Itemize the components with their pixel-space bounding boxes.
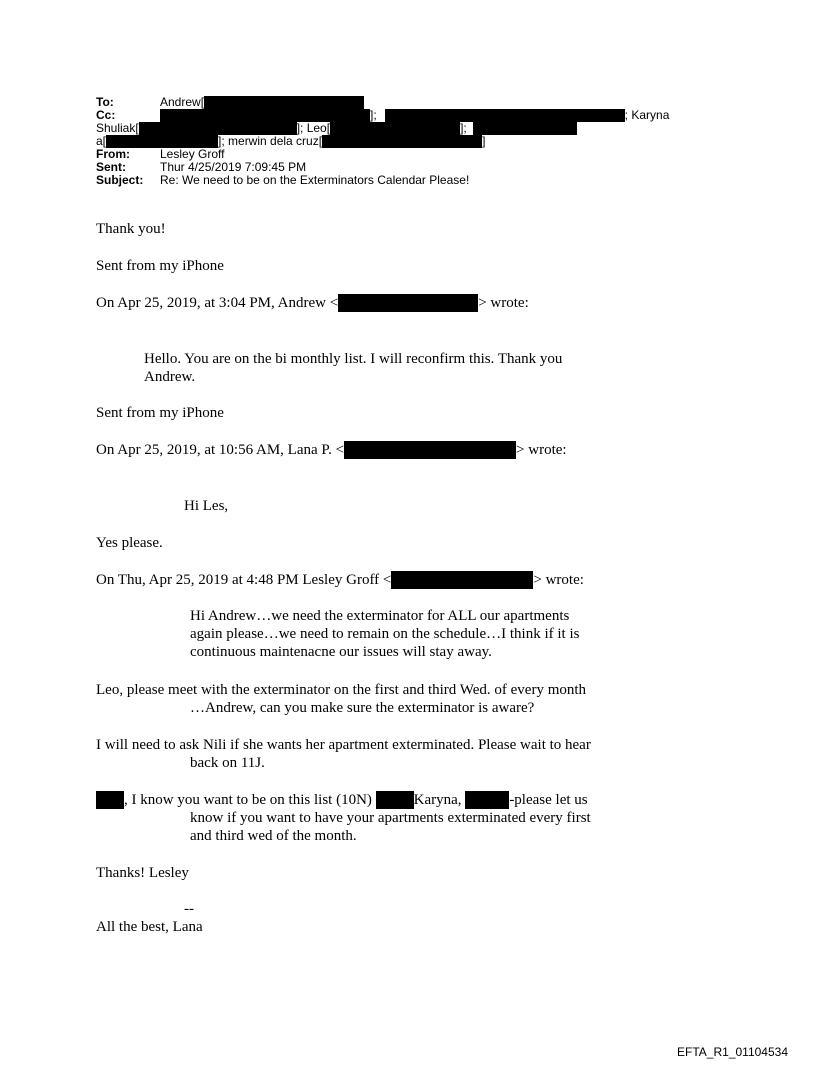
redaction [204, 96, 364, 109]
lesley-message-line: again please…we need to remain on the schedule…I think if it is [190, 626, 580, 642]
redaction [391, 571, 533, 589]
list-paragraph-line: and third wed of the month. [190, 828, 357, 844]
quote-header: On Thu, Apr 25, 2019 at 4:48 PM Lesley Groff < > wrote: [96, 572, 584, 588]
sent-from-iphone: Sent from my iPhone [96, 258, 224, 274]
sent-value: Thur 4/25/2019 7:09:45 PM [160, 160, 307, 174]
to-label: To: [96, 95, 114, 109]
subject-label: Subject: [96, 173, 144, 187]
thank-you-line: Thank you! [96, 221, 166, 237]
signature: All the best, Lana [96, 919, 203, 935]
redaction [330, 122, 460, 135]
nili-paragraph-line: back on 11J. [190, 755, 265, 771]
redaction [385, 109, 625, 122]
redaction [160, 109, 370, 122]
to-row [96, 96, 696, 109]
subject-value: Re: We need to be on the Exterminators Calendar Please! [160, 173, 470, 187]
email-header [96, 96, 696, 187]
cc-label: Cc: [96, 108, 116, 122]
sent-label: Sent: [96, 160, 126, 174]
reply-line: Yes please. [96, 535, 163, 551]
greeting-line: Hi Les, [184, 498, 229, 514]
list-paragraph-line: , I know you want to be on this list (10N) Karyna, -please let us [96, 791, 588, 809]
quote-header: On Apr 25, 2019, at 3:04 PM, Andrew < > wrote: [96, 295, 529, 311]
redaction [322, 135, 482, 148]
closing-line: Thanks! Lesley [96, 865, 189, 881]
redaction [465, 791, 509, 809]
cc-row-3: a[ ]; merwin dela cruz[ ] [96, 134, 486, 148]
leo-paragraph-line: Leo, please meet with the exterminator on the first and third Wed. of every month [96, 682, 587, 698]
nili-paragraph-line: I will need to ask Nili if she wants her apartment exterminated. Please wait to hear [96, 737, 591, 753]
redaction [96, 791, 124, 809]
from-value: Lesley Groff [160, 147, 225, 161]
redaction [344, 441, 516, 459]
andrew-message-line: Andrew. [144, 369, 196, 385]
lesley-message-line: continuous maintenacne our issues will stay away. [190, 644, 492, 660]
to-value: Andrew[ [160, 95, 205, 109]
signature-separator: -- [184, 901, 194, 917]
from-label: From: [96, 147, 130, 161]
cc-row: Cc: ]; ; Karyna [96, 108, 670, 122]
quote-header: On Apr 25, 2019, at 10:56 AM, Lana P. < > wrote: [96, 442, 567, 458]
subject-row [96, 174, 696, 187]
document-id: EFTA_R1_01104534 [677, 1045, 788, 1059]
sent-from-iphone: Sent from my iPhone [96, 405, 224, 421]
redaction [376, 791, 414, 809]
redaction [338, 294, 478, 312]
cc-row-2: Shuliak[ ]; Leo[ ]; [96, 122, 696, 135]
redaction [473, 122, 577, 135]
andrew-message-line: Hello. You are on the bi monthly list. I will reconfirm this. Thank you [144, 351, 563, 367]
lesley-message-line: Hi Andrew…we need the exterminator for ALL our apartments [190, 608, 570, 624]
leo-paragraph-line: …Andrew, can you make sure the exterminator is aware? [190, 700, 535, 716]
list-paragraph-line: know if you want to have your apartments exterminated every first [190, 810, 591, 826]
